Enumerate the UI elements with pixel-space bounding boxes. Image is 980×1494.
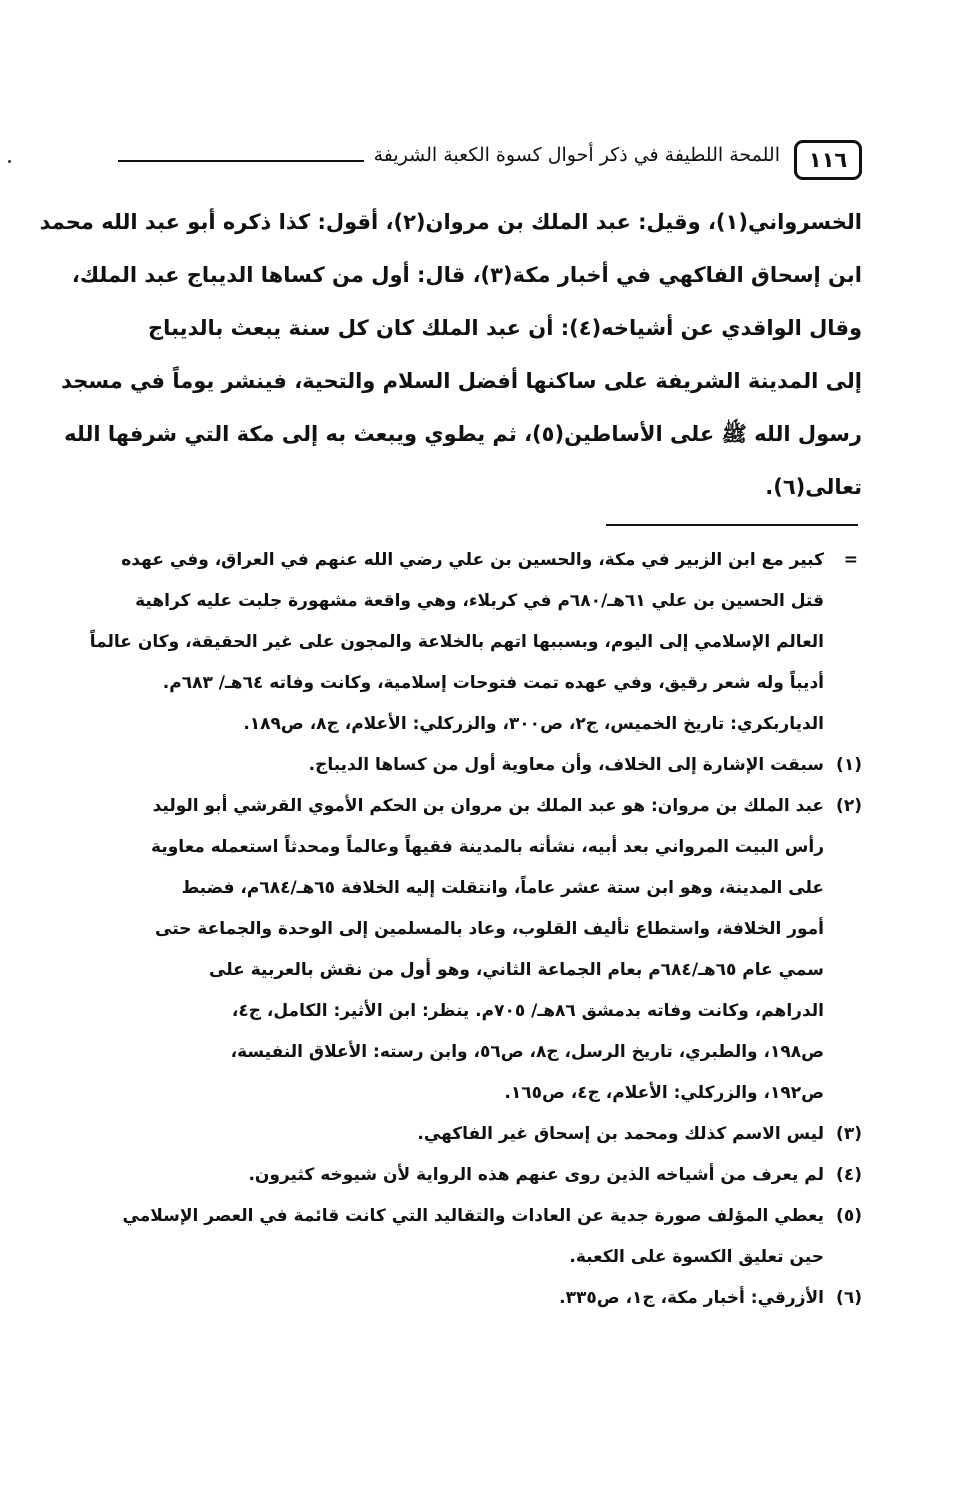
page-number: ١١٦ [794, 140, 862, 180]
footnote-line: عبد الملك بن مروان: هو عبد الملك بن مروان بن الحكم الأموي القرشي أبو الوليد [152, 796, 824, 816]
body-line: وقال الواقدي عن أشياخه(٤): أن عبد الملك كان كل سنة يبعث بالديباج [148, 316, 862, 340]
footnote-line: على المدينة، وهو ابن ستة عشر عاماً، وانتقلت إليه الخلافة ٦٥هـ/٦٨٤م، فضبط [181, 878, 824, 898]
footnote-marker: (١) [836, 755, 862, 775]
footnotes [89, 540, 862, 1319]
footnote-line: سبقت الإشارة إلى الخلاف، وأن معاوية أول من كساها الديباج. [308, 755, 824, 775]
footnote-3 [118, 1114, 862, 1155]
footnote-line: قتل الحسين بن علي ٦١هـ/٦٨٠م في كربلاء، وهي واقعة مشهورة جلبت عليه كراهية [135, 591, 824, 611]
scan-speck [8, 160, 11, 163]
footnote-line: ص١٩٨، والطبري، تاريخ الرسل، ج٨، ص٥٦، وابن رسته: الأعلاق النفيسة، [230, 1042, 824, 1062]
footnote-line: الأزرقي: أخبار مكة، ج١، ص٣٣٥. [559, 1288, 824, 1308]
footnote-line: العالم الإسلامي إلى اليوم، وبسببها اتهم بالخلاعة والمجون على غير الحقيقة، وكان عالماً [89, 632, 824, 652]
footnote-line: كبير مع ابن الزبير في مكة، والحسين بن علي رضي الله عنهم في العراق، وفي عهده [121, 550, 824, 570]
main-body-text [39, 196, 862, 514]
body-line: ابن إسحاق الفاكهي في أخبار مكة(٣)، قال: أول من كساها الديباج عبد الملك، [71, 263, 862, 287]
footnote-separator [606, 524, 858, 526]
footnote-marker: (٦) [836, 1288, 862, 1308]
header-rule [118, 160, 364, 162]
page-header [118, 140, 862, 180]
body-line: رسول الله ﷺ على الأساطين(٥)، ثم يطوي ويبعث به إلى مكة التي شرفها الله [64, 422, 862, 446]
footnote-5 [118, 1196, 862, 1278]
footnote-marker: (٢) [836, 796, 862, 816]
footnote-line: الدراهم، وكانت وفاته بدمشق ٨٦هـ/ ٧٠٥م. ينظر: ابن الأثير: الكامل، ج٤، [231, 1001, 824, 1021]
footnote-line: يعطي المؤلف صورة جدية عن العادات والتقاليد التي كانت قائمة في العصر الإسلامي [122, 1206, 824, 1226]
footnote-line: رأس البيت المرواني بعد أبيه، نشأته بالمدينة فقيهاً وعالماً ومحدثاً استعمله معاوية [151, 837, 824, 857]
footnote-marker: (٥) [836, 1206, 862, 1226]
footnote-line: أديباً وله شعر رقيق، وفي عهده تمت فتوحات إسلامية، وكانت وفاته ٦٤هـ/ ٦٨٣م. [162, 673, 824, 693]
footnote-2 [118, 786, 862, 1114]
body-line: تعالى(٦). [765, 475, 862, 499]
footnote-line: حين تعليق الكسوة على الكعبة. [569, 1247, 824, 1267]
footnote-6 [118, 1278, 862, 1319]
footnote-line: ص١٩٢، والزركلي: الأعلام، ج٤، ص١٦٥. [504, 1083, 824, 1103]
running-title: اللمحة اللطيفة في ذكر أحوال كسوة الكعبة الشريفة [373, 144, 780, 166]
footnote-line: أمور الخلافة، واستطاع تأليف القلوب، وعاد بالمسلمين إلى الوحدة والجماعة حتى [155, 919, 824, 939]
footnote-marker: (٣) [836, 1124, 862, 1144]
footnote-line: لم يعرف من أشياخه الذين روى عنهم هذه الرواية لأن شيوخه كثيرون. [248, 1165, 824, 1185]
body-line: إلى المدينة الشريفة على ساكنها أفضل السلام والتحية، فينشر يوماً في مسجد [61, 369, 862, 393]
footnote-marker: (٤) [836, 1165, 862, 1185]
body-line: الخسرواني(١)، وقيل: عبد الملك بن مروان(٢)، أقول: كذا ذكره أبو عبد الله محمد [39, 210, 862, 234]
footnote-line: سمي عام ٦٥هـ/٦٨٤م بعام الجماعة الثاني، وهو أول من نقش بالعربية على [209, 960, 824, 980]
footnote-1 [118, 745, 862, 786]
footnote-line: ليس الاسم كذلك ومحمد بن إسحاق غير الفاكهي. [417, 1124, 824, 1144]
footnote-line: الدياربكري: تاريخ الخميس، ج٢، ص٣٠٠، والزركلي: الأعلام، ج٨، ص١٨٩. [243, 714, 824, 734]
footnote-marker: = [843, 550, 858, 570]
footnote-4 [118, 1155, 862, 1196]
footnote-continuation [89, 540, 862, 745]
